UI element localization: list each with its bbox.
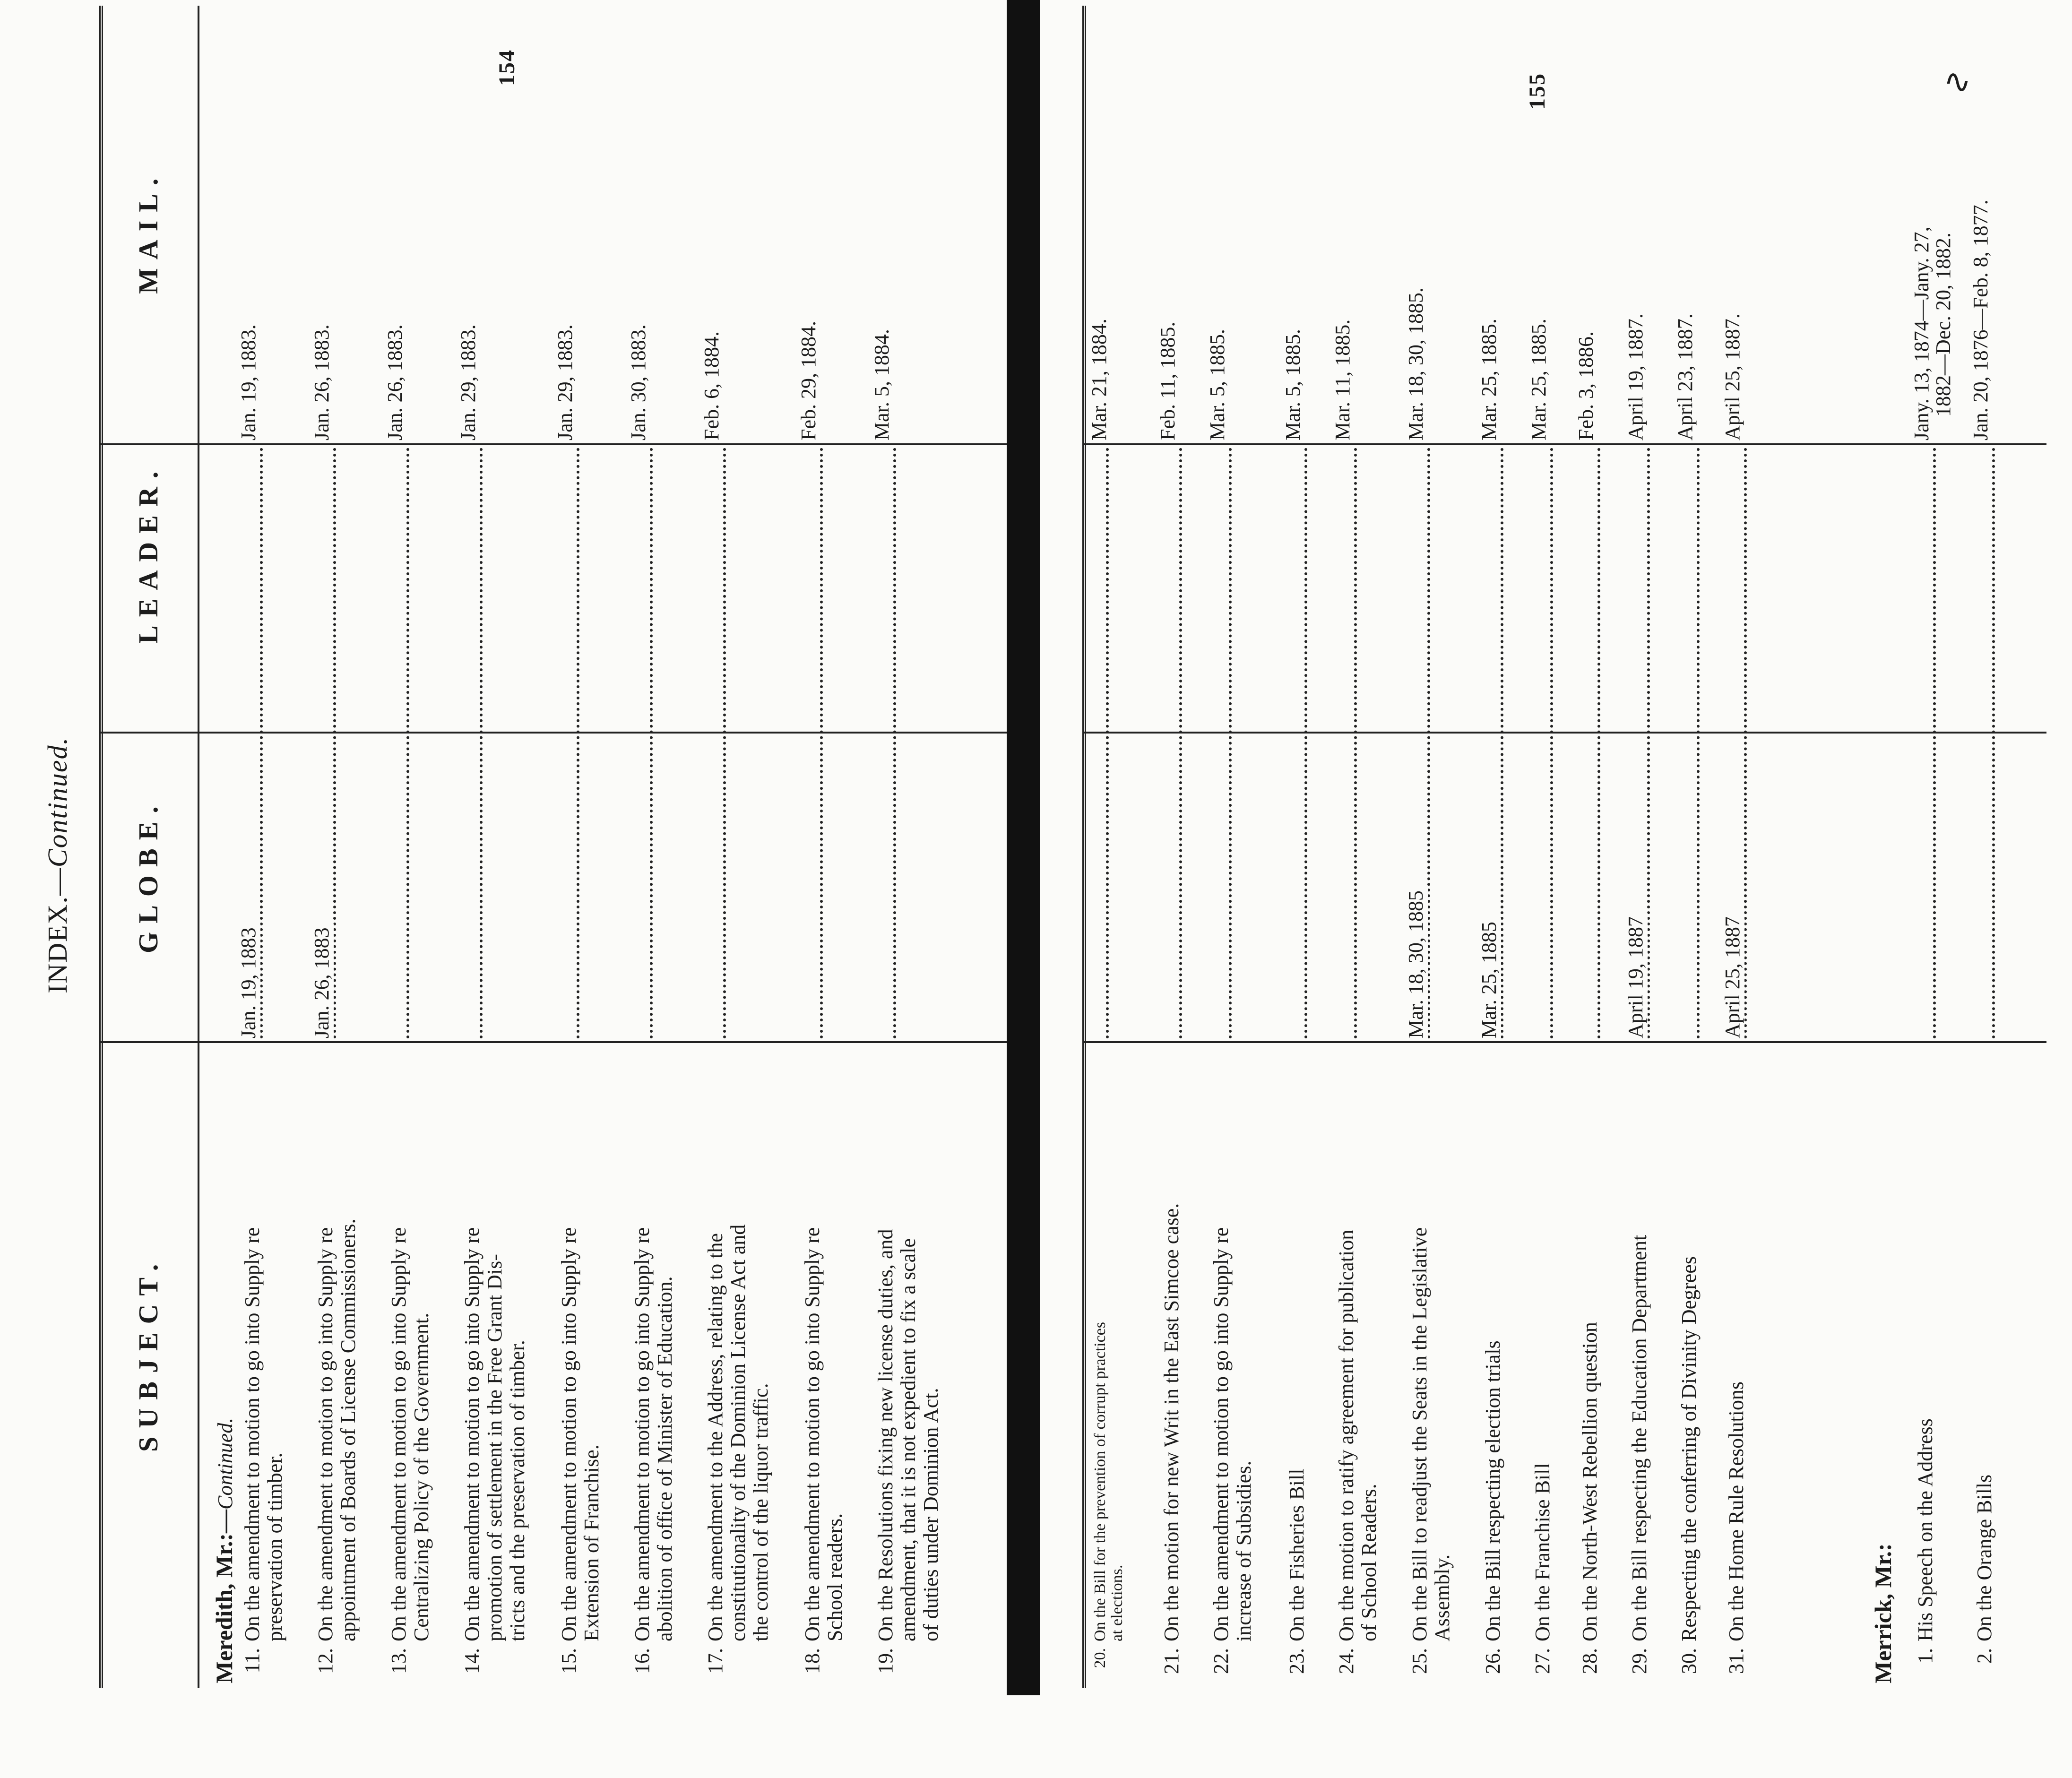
entry-number: 17. <box>704 1648 727 1674</box>
entry-number: 26. <box>1481 1648 1504 1674</box>
globe-date: Mar. 18, 30, 1885 <box>1404 887 1428 1038</box>
entry-subject: On the amendment to motion to go into Supply re <box>460 1227 483 1641</box>
col-header-leader: LEADER. <box>133 463 164 644</box>
entry-subject: Respecting the conferring of Divinity Degrees <box>1677 1256 1701 1641</box>
leader-dots <box>893 448 896 1038</box>
index-entry <box>1678 1256 1701 1676</box>
entry-number: 11. <box>241 1648 264 1674</box>
col-header-mail: MAIL. <box>133 170 164 294</box>
entry-subject: On the Orange Bills <box>1973 1474 1996 1641</box>
section-heading-merrick: Merrick, Mr.: <box>1870 1543 1896 1683</box>
col-header-globe: GLOBE. <box>133 798 164 953</box>
entry-subject: On the amendment to motion to go into Supply re <box>314 1227 337 1641</box>
leader-dots <box>723 448 726 1038</box>
top-rule <box>99 6 103 1688</box>
entry-subject: On the motion to ratify agreement for publication <box>1335 1229 1358 1641</box>
index-entry <box>1973 1475 1996 1676</box>
entry-subject-continued: tricts and the preservation of timber. <box>506 1340 529 1641</box>
leader-dots <box>1697 448 1700 1038</box>
index-entry <box>801 1227 846 1676</box>
mail-date: Mar. 5, 1885. <box>1281 325 1305 440</box>
page-number: 154 <box>494 49 519 86</box>
entry-number: 27. <box>1531 1648 1554 1674</box>
entry-number: 16. <box>630 1648 654 1674</box>
leader-dots <box>1354 448 1357 1038</box>
entry-subject-continued: Centralizing Policy of the Government. <box>410 1312 433 1641</box>
entry-subject: On the Bill respecting the Education Department <box>1628 1234 1651 1641</box>
mail-date: Mar. 11, 1885. <box>1330 316 1355 440</box>
index-entry <box>1092 1322 1126 1676</box>
entry-subject-continued: Extension of Franchise. <box>580 1444 603 1641</box>
mail-date: Jan. 26, 1883. <box>383 320 407 440</box>
leader-dots <box>480 448 483 1038</box>
entry-number: 2. <box>1973 1648 1996 1664</box>
mail-date: April 23, 1887. <box>1673 310 1697 440</box>
entry-number: 13. <box>387 1648 410 1674</box>
entry-subject-continued: amendment, that it is not expedient to fix a scale <box>897 1238 920 1641</box>
entry-subject: On the amendment to motion to go into Supply re <box>387 1227 410 1641</box>
binding-gutter <box>1007 0 1040 1695</box>
entry-subject: On the amendment to motion to go into Supply re <box>801 1227 824 1641</box>
leader-dots <box>820 448 823 1038</box>
index-entry <box>1210 1227 1255 1676</box>
index-title-main: INDEX.— <box>42 867 73 993</box>
entry-subject: On the Bill for the prevention of corrupt practices <box>1091 1322 1109 1641</box>
index-entry <box>1408 1227 1454 1676</box>
entry-subject: On the amendment to motion to go into Supply re <box>1209 1227 1233 1641</box>
leader-dots <box>406 448 409 1038</box>
entry-number: 28. <box>1578 1648 1601 1674</box>
leader-dots <box>1304 448 1307 1038</box>
mail-date: April 19, 1887. <box>1623 310 1648 440</box>
entry-subject-continued: the control of the liquor traffic. <box>749 1383 772 1641</box>
index-entry <box>241 1227 286 1676</box>
index-entry <box>1482 1340 1504 1676</box>
entry-subject: On the amendment to motion to go into Supply re <box>241 1227 264 1641</box>
col-header-subject: SUBJECT. <box>133 1255 164 1452</box>
mail-date-continued: 1882—Dec. 20, 1882. <box>1932 233 1955 417</box>
entry-subject: On the amendment to motion to go into Supply re <box>630 1227 654 1641</box>
index-entry <box>1725 1381 1748 1676</box>
section-heading-meredith <box>210 1418 238 1683</box>
entry-number: 20. <box>1091 1648 1109 1668</box>
entry-subject-continued: Assembly. <box>1431 1554 1454 1641</box>
mail-date: Jan. 30, 1883. <box>626 320 650 440</box>
col-divider-3 <box>1082 443 2046 445</box>
mail-date: Feb. 29, 1884. <box>796 317 820 440</box>
col-divider-2 <box>99 732 1007 734</box>
col-divider-3 <box>99 443 1007 445</box>
entry-subject: His Speech on the Address <box>1914 1418 1937 1641</box>
entry-subject-continued: appointment of Boards of License Commissioners. <box>337 1218 360 1641</box>
entry-subject: On the Resolutions fixing new license duties, and <box>874 1229 897 1641</box>
index-entry <box>1286 1469 1308 1676</box>
globe-date: April 25, 1887 <box>1720 913 1744 1038</box>
entry-number: 24. <box>1335 1648 1358 1674</box>
index-entry <box>1914 1418 1937 1676</box>
entry-number: 31. <box>1725 1648 1748 1674</box>
leader-dots <box>1597 448 1600 1038</box>
entry-number: 22. <box>1209 1648 1233 1674</box>
entry-subject: On the Home Rule Resolutions <box>1725 1381 1748 1641</box>
entry-number: 1. <box>1914 1648 1937 1664</box>
leader-dots <box>577 448 579 1038</box>
entry-subject: On the Bill to readjust the Seats in the Legislative <box>1408 1227 1431 1641</box>
leader-dots <box>1106 448 1109 1038</box>
mail-date: Feb. 11, 1885. <box>1156 318 1180 440</box>
entry-number: 15. <box>557 1648 580 1674</box>
page-number: 155 <box>1525 73 1550 110</box>
entry-subject-continued: School readers. <box>823 1513 846 1641</box>
entry-number: 18. <box>801 1648 824 1674</box>
mail-date: Mar. 18, 30, 1885. <box>1404 284 1428 440</box>
heading-name: Meredith, Mr.:— <box>211 1510 237 1683</box>
index-entry <box>314 1218 360 1676</box>
index-entry <box>874 1229 942 1676</box>
mail-date: Jan. 29, 1883. <box>456 320 480 440</box>
mail-date: Jan. 26, 1883. <box>310 320 334 440</box>
entry-number: 30. <box>1677 1648 1701 1674</box>
mail-date: Mar. 5, 1884. <box>870 325 894 440</box>
mail-date: Mar. 25, 1885. <box>1477 315 1501 440</box>
mail-date: Jan. 19, 1883. <box>236 320 260 440</box>
leader-dots <box>1550 448 1553 1038</box>
entry-subject-continued: promotion of settlement in the Free Grant Dis- <box>483 1254 506 1641</box>
entry-number: 23. <box>1285 1648 1308 1674</box>
index-entry <box>461 1227 529 1676</box>
entry-subject: On the Franchise Bill <box>1531 1463 1554 1641</box>
top-rule <box>1082 6 1086 1688</box>
mail-date: Jany. 13, 1874—Jany. 27, <box>1909 223 1934 440</box>
leader-dots <box>1992 448 1995 1038</box>
leader-dots <box>1229 448 1232 1038</box>
entry-subject: On the amendment to motion to go into Supply re <box>557 1227 580 1641</box>
mail-date: April 25, 1887. <box>1720 310 1744 440</box>
entry-number: 19. <box>874 1648 897 1674</box>
index-entry <box>558 1227 603 1676</box>
index-entry <box>1628 1235 1651 1676</box>
globe-date: Jan. 26, 1883 <box>310 924 334 1038</box>
page-155 <box>1040 0 2072 1778</box>
entry-subject-continued: of School Readers. <box>1357 1484 1381 1641</box>
mail-date: Mar. 5, 1885. <box>1205 325 1229 440</box>
header-rule <box>198 6 199 1688</box>
mail-date: Feb. 6, 1884. <box>699 328 724 440</box>
mail-date: Jan. 20, 1876—Feb. 8, 1877. <box>1968 196 1993 440</box>
page-154 <box>0 0 1007 1778</box>
globe-date: April 19, 1887 <box>1623 913 1648 1038</box>
entry-number: 25. <box>1408 1648 1431 1674</box>
heading-continued: Continued. <box>214 1417 237 1510</box>
leader-dots <box>1933 448 1936 1038</box>
pencil-mark-icon: ∿ <box>1943 64 1971 101</box>
entry-subject: On the Bill respecting election trials <box>1481 1340 1504 1641</box>
globe-date: Mar. 25, 1885 <box>1477 918 1501 1038</box>
index-entry <box>1160 1203 1183 1676</box>
entry-subject-continued: increase of Subsidies. <box>1232 1460 1255 1641</box>
entry-number: 29. <box>1628 1648 1651 1674</box>
entry-subject-continued: constitutionality of the Dominion License Act and <box>726 1224 750 1641</box>
entry-subject-continued: of duties under Dominion Act. <box>919 1388 942 1641</box>
col-divider-2 <box>1082 732 2046 734</box>
entry-subject: On the amendment to the Address, relating to the <box>704 1233 727 1641</box>
index-entry <box>704 1225 772 1676</box>
leader-dots <box>650 448 653 1038</box>
col-divider-1 <box>1082 1041 2046 1043</box>
leader-dots <box>1179 448 1182 1038</box>
mail-date: Mar. 21, 1884. <box>1087 315 1111 440</box>
entry-number: 14. <box>460 1648 483 1674</box>
globe-date: Jan. 19, 1883 <box>236 924 260 1038</box>
entry-subject: On the Fisheries Bill <box>1285 1468 1308 1641</box>
mail-date: Mar. 25, 1885. <box>1527 315 1551 440</box>
entry-subject: On the North-West Rebellion question <box>1578 1322 1601 1641</box>
entry-subject-continued: abolition of office of Minister of Education. <box>653 1276 676 1641</box>
entry-subject-continued: preservation of timber. <box>263 1452 286 1641</box>
index-entry <box>1579 1322 1601 1676</box>
index-title-continued: Continued. <box>42 736 73 868</box>
entry-subject-continued: at elections. <box>1108 1564 1126 1641</box>
entry-number: 21. <box>1160 1648 1183 1674</box>
index-entry <box>388 1227 433 1676</box>
entry-subject: On the motion for new Writ in the East Simcoe case. <box>1160 1203 1183 1641</box>
index-entry <box>1531 1463 1554 1676</box>
mail-date: Feb. 3, 1886. <box>1574 328 1598 440</box>
mail-date: Jan. 29, 1883. <box>553 320 577 440</box>
entry-number: 12. <box>314 1648 337 1674</box>
index-title <box>42 737 73 993</box>
index-entry <box>631 1227 676 1676</box>
col-divider-1 <box>99 1041 1007 1043</box>
index-entry <box>1335 1230 1381 1676</box>
